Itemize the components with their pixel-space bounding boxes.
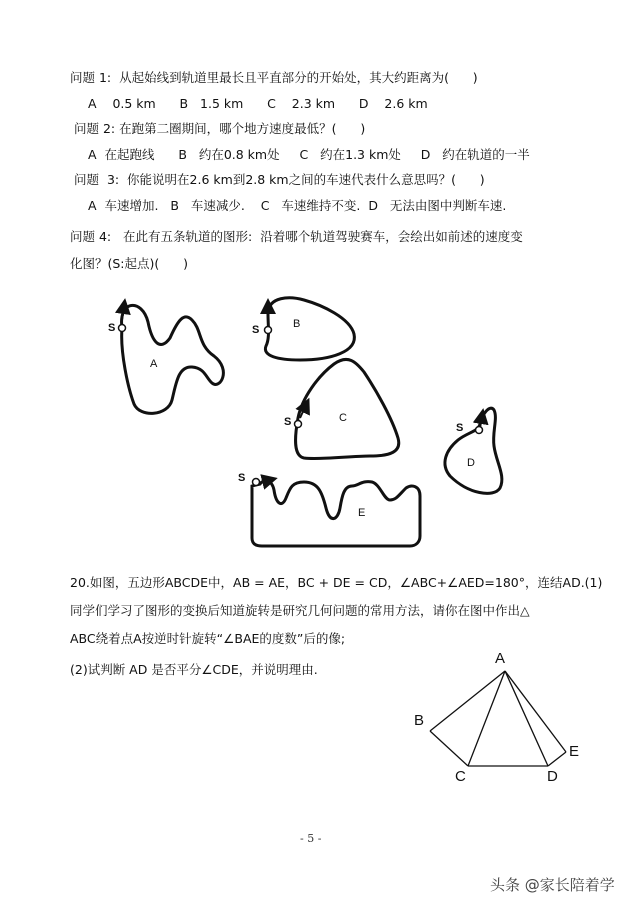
problem-20-line3: ABC绕着点A按逆时针旋转“∠BAE的度数”后的像; [70, 631, 346, 646]
page-number: - 5 - [300, 832, 322, 845]
question-4-stem-line1: 问题 4: 在此有五条轨道的图形: 沿着哪个轨道驾驶赛车，会绘出如前述的速度变 [70, 229, 523, 244]
track-c-name: C [339, 412, 347, 424]
track-e-outline [252, 481, 420, 546]
problem-20-line2: 同学们学习了图形的变换后知道旋转是研究几何问题的常用方法，请你在图中作出△ [70, 603, 530, 618]
segment-bc [430, 731, 468, 766]
track-c-outline [296, 359, 399, 458]
track-d-start-label: S [456, 422, 464, 434]
problem-20-line4: (2)试判断 AD 是否平分∠CDE，并说明理由. [70, 662, 318, 677]
track-a-name: A [150, 358, 158, 370]
vertex-a-label: A [495, 650, 506, 667]
track-a-start-point [119, 325, 126, 332]
question-4-stem-line2: 化图？(S:起点)( ) [70, 256, 188, 271]
track-e-name: E [358, 507, 366, 519]
question-1-options: A 0.5 km B 1.5 km C 2.3 km D 2.6 km [88, 96, 428, 111]
track-b-start-point [265, 327, 272, 334]
segment-de [548, 752, 566, 766]
segment-ab [430, 671, 505, 731]
watermark-text: 头条 @家长陪着学 [490, 876, 615, 894]
track-c-start-point [295, 421, 302, 428]
track-c-start-label: S [284, 416, 292, 428]
track-d-outline [445, 408, 502, 493]
track-b-outline [265, 298, 354, 360]
vertex-c-label: C [455, 768, 466, 785]
question-3-stem: 问题 3: 你能说明在2.6 km到2.8 km之间的车速代表什么意思吗？( ) [74, 172, 485, 187]
track-d-start-point [476, 427, 483, 434]
vertex-d-label: D [547, 768, 558, 785]
segment-ad [505, 671, 548, 766]
segment-ea [505, 671, 566, 752]
vertex-e-label: E [569, 743, 580, 760]
track-a-direction-arrow [122, 306, 124, 320]
question-3-options: A 车速增加. B 车速减少. C 车速维持不变. D 无法由图中判断车速. [88, 198, 507, 213]
question-2-options: A 在起跑线 B 约在0.8 km处 C 约在1.3 km处 D 约在轨道的一半 [88, 147, 530, 162]
track-e-start-point [253, 479, 260, 486]
track-e-start-label: S [238, 472, 246, 484]
problem-20-line1: 20.如图，五边形ABCDE中，AB = AE，BC + DE = CD，∠ABC+∠AED=180°，连结AD.(1) [70, 575, 603, 590]
vertex-b-label: B [414, 712, 425, 729]
track-d-name: D [467, 457, 475, 469]
question-2-stem: 问题 2: 在跑第二圈期间，哪个地方速度最低？( ) [74, 121, 366, 136]
track-a-outline [122, 305, 224, 413]
question-1-stem: 问题 1: 从起始线到轨道里最长且平直部分的开始处，其大约距离为( ) [70, 70, 478, 85]
segment-ac [468, 671, 505, 766]
track-b-name: B [293, 318, 301, 330]
track-b-start-label: S [252, 324, 260, 336]
track-a-start-label: S [108, 322, 116, 334]
